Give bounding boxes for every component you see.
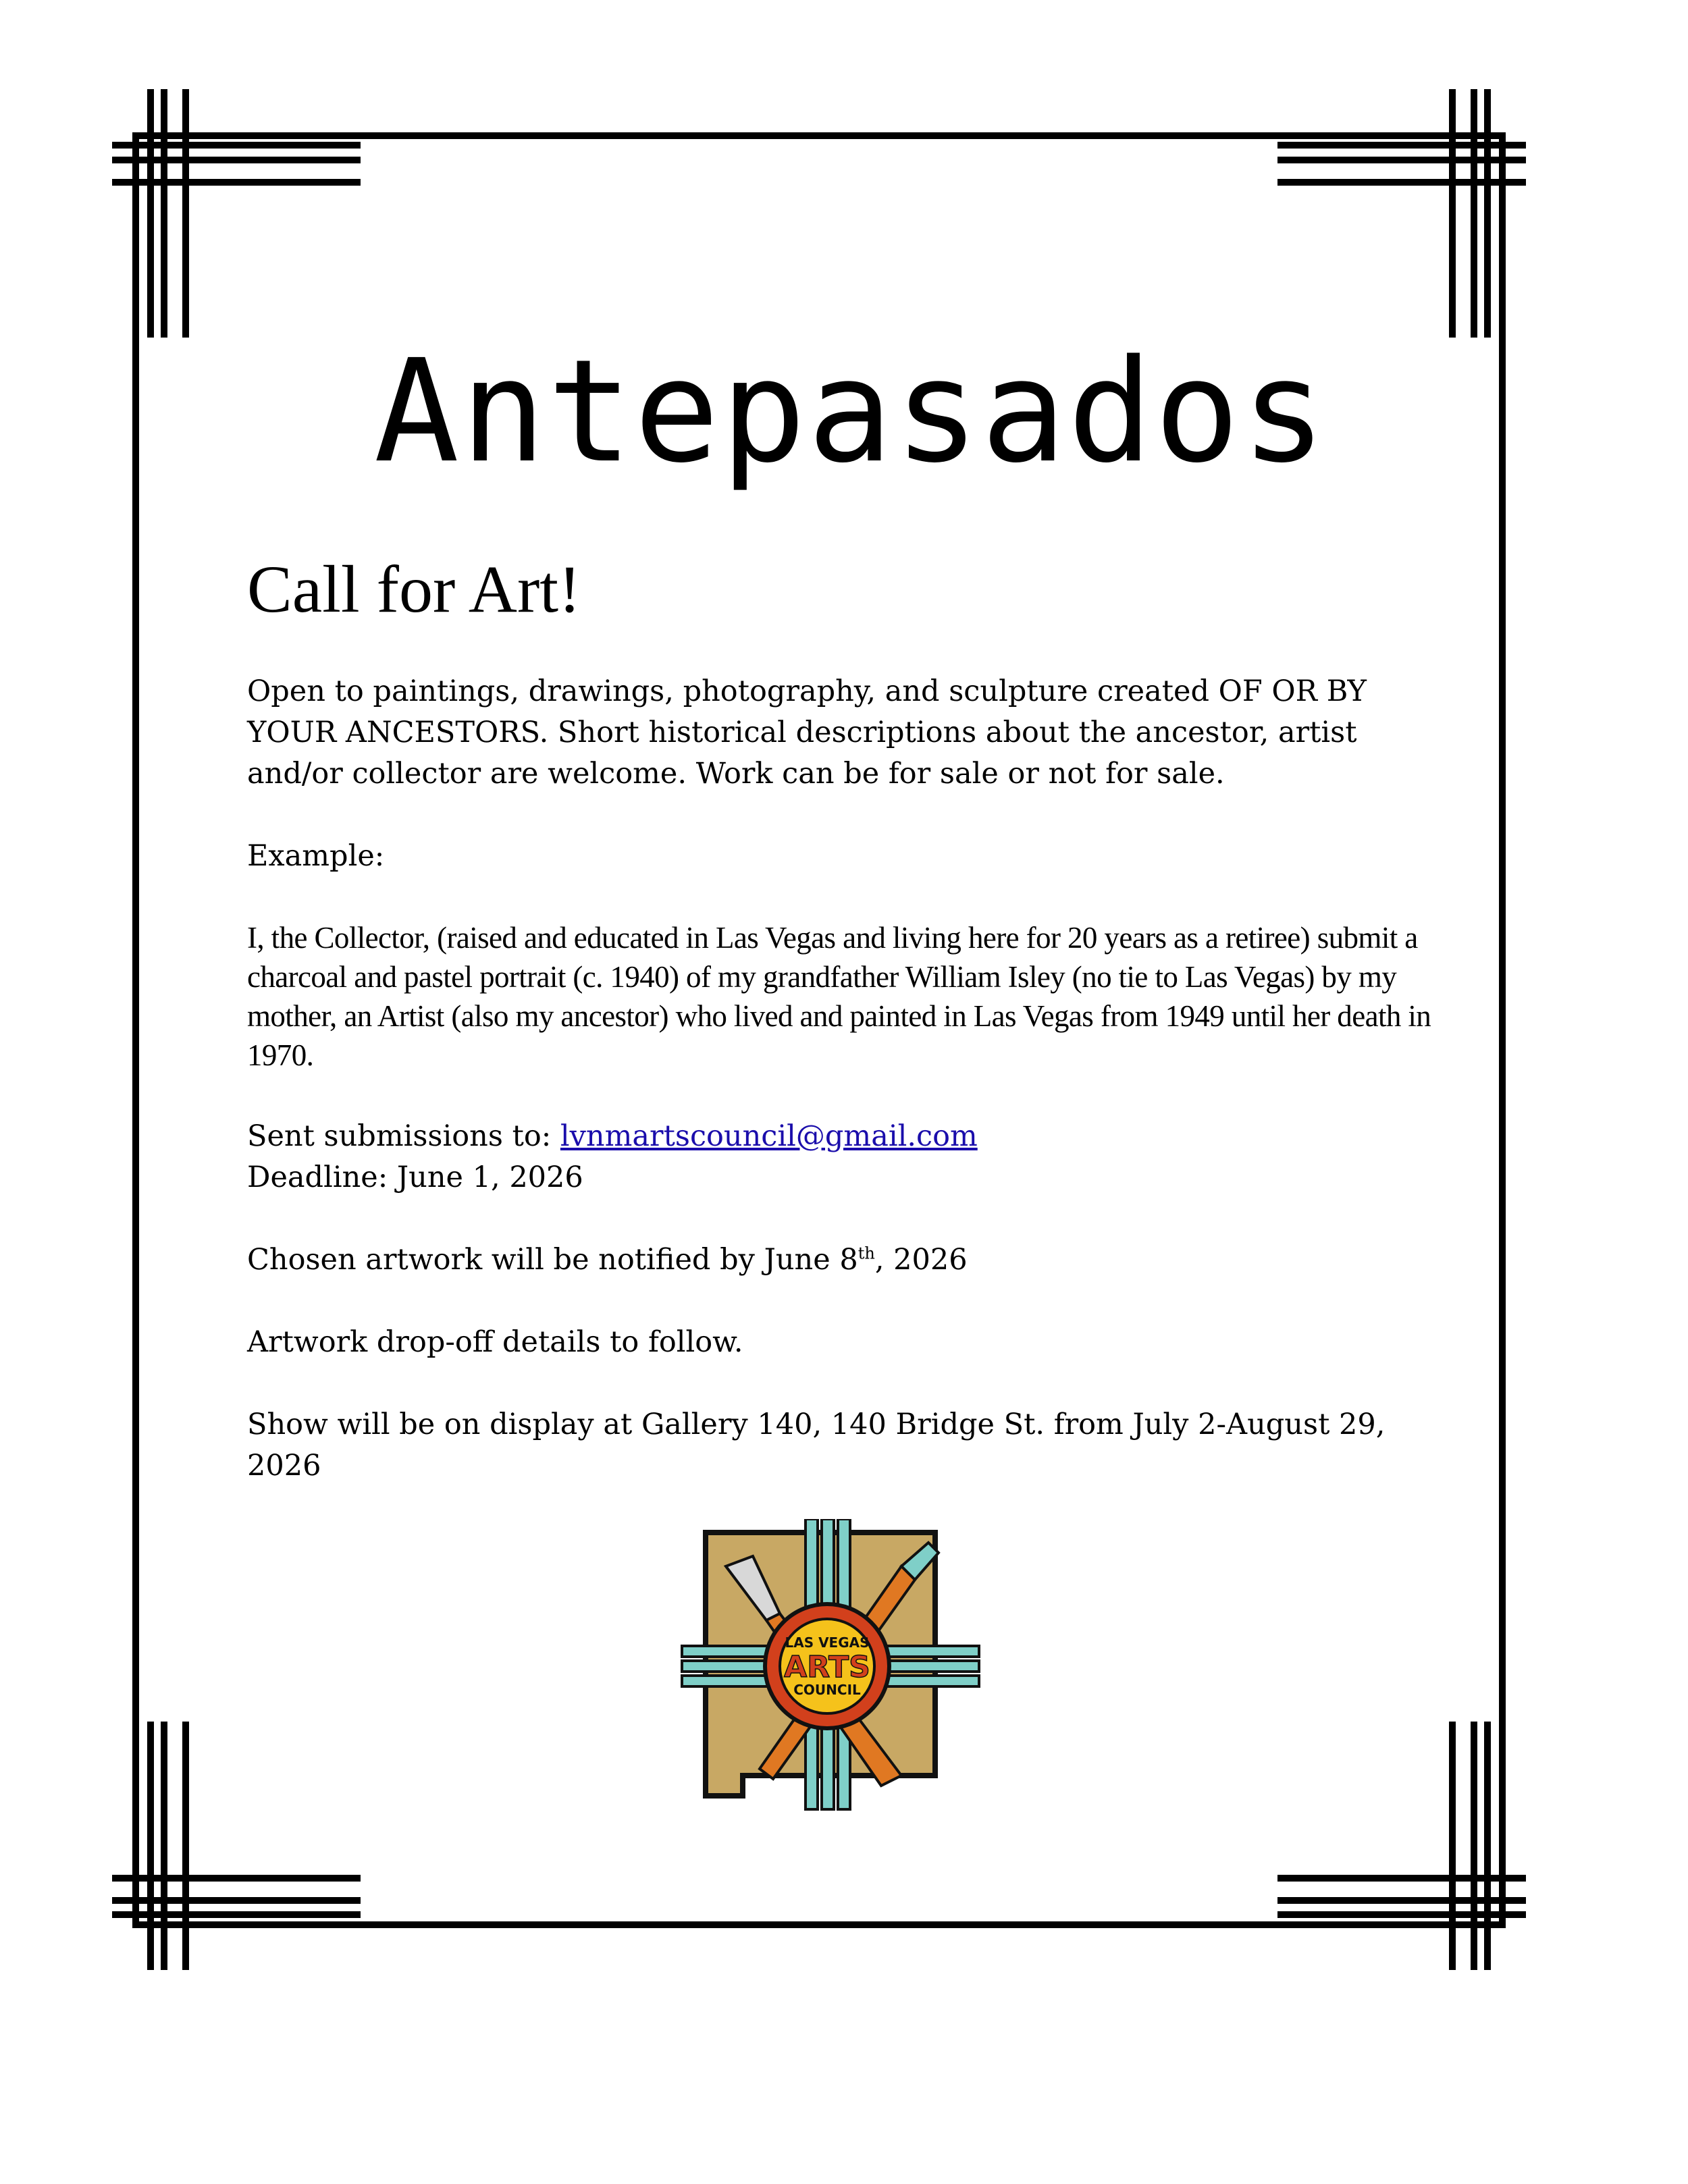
example-label: Example: xyxy=(247,839,385,873)
ordinal-suffix: th xyxy=(858,1244,875,1263)
subtitle: Call for Art! xyxy=(247,552,581,627)
submissions-email-link[interactable]: lvnmartscouncil@gmail.com xyxy=(560,1119,978,1153)
show-info-line: Show will be on display at Gallery 140, 140 Bridge St. from July 2-August 29, 2026 xyxy=(247,1408,1386,1483)
notification-line xyxy=(247,1240,1435,1281)
page-title: Antepasados xyxy=(373,329,1328,494)
notification-year: , 2026 xyxy=(874,1243,968,1277)
intro-paragraph: Open to paintings, drawings, photography, and sculpture created OF OR BY YOUR ANCESTORS. Short historical descriptions about the ancestor, artist and/or collector are welcome. Work can be for sale or not for sale. xyxy=(247,674,1367,791)
submissions-label: Sent submissions to: xyxy=(247,1119,560,1153)
document-body xyxy=(247,552,1435,1487)
las-vegas-arts-council-logo xyxy=(679,1519,982,1816)
dropoff-line: Artwork drop-off details to follow. xyxy=(247,1325,743,1359)
notification-text: Chosen artwork will be notified by June 8 xyxy=(247,1243,858,1277)
logo-text-council: COUNCIL xyxy=(793,1682,861,1698)
example-paragraph: I, the Collector, (raised and educated in Las Vegas and living here for 20 years as a retiree) submit a charcoal and pastel portrait (c. 1940) of my grandfather William Isley (no tie to Las Vegas) by my mother, an Artist (also my ancestor) who lived and painted in Las Vegas from 1949 until her death in 1970. xyxy=(247,921,1431,1072)
submissions-line xyxy=(247,1116,1435,1157)
deadline-line: Deadline: June 1, 2026 xyxy=(247,1161,583,1194)
logo-text-las-vegas: LAS VEGAS xyxy=(785,1634,870,1651)
logo-text-arts: ARTS xyxy=(784,1650,870,1684)
